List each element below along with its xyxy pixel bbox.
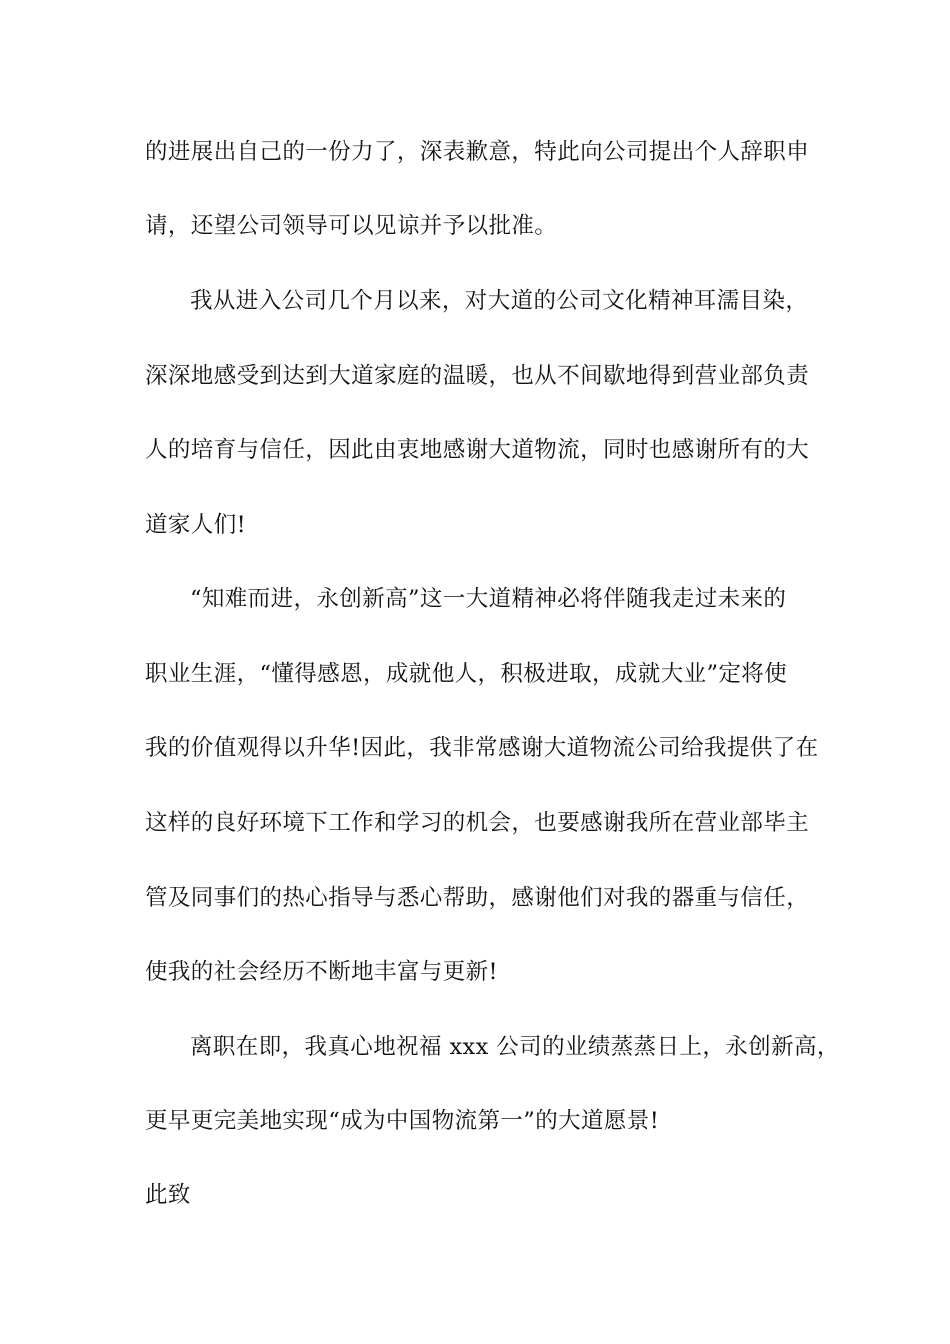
paragraph-start-2: “知难而进，永创新高”这一大道精神必将伴随我走过未来的	[190, 586, 787, 612]
text-line-4: 深深地感受到达到大道家庭的温暖，也从不间歇地得到营业部负责	[145, 363, 810, 389]
text-line-5: 人的培育与信任，因此由衷地感谢大道物流，同时也感谢所有的大	[145, 437, 810, 463]
text-line-9: 我的价值观得以升华!因此，我非常感谢大道物流公司给我提供了在	[145, 735, 819, 761]
text-line-12: 使我的社会经历不断地丰富与更新!	[145, 959, 498, 985]
text-line-10: 这样的良好环境下工作和学习的机会，也要感谢我所在营业部毕主	[145, 810, 810, 836]
text-line-1: 的进展出自己的一份力了，深表歉意，特此向公司提出个人辞职申	[145, 139, 810, 165]
text-line-6: 道家人们!	[145, 512, 247, 538]
text-line-14: 更早更完美地实现“成为中国物流第一”的大道愿景!	[145, 1108, 660, 1134]
closing-salutation: 此致	[145, 1182, 191, 1208]
text-line-2: 请，还望公司领导可以见谅并予以批准。	[145, 213, 558, 239]
paragraph-start-1: 我从进入公司几个月以来，对大道的公司文化精神耳濡目染，	[190, 288, 809, 314]
text-line-8: 职业生涯，“懂得感恩，成就他人，积极进取，成就大业”定将使	[145, 661, 788, 687]
text-line-11: 管及同事们的热心指导与悉心帮助，感谢他们对我的器重与信任，	[145, 885, 810, 911]
paragraph-start-3: 离职在即，我真心地祝福 xxx 公司的业绩蒸蒸日上，永创新高，	[190, 1034, 840, 1060]
